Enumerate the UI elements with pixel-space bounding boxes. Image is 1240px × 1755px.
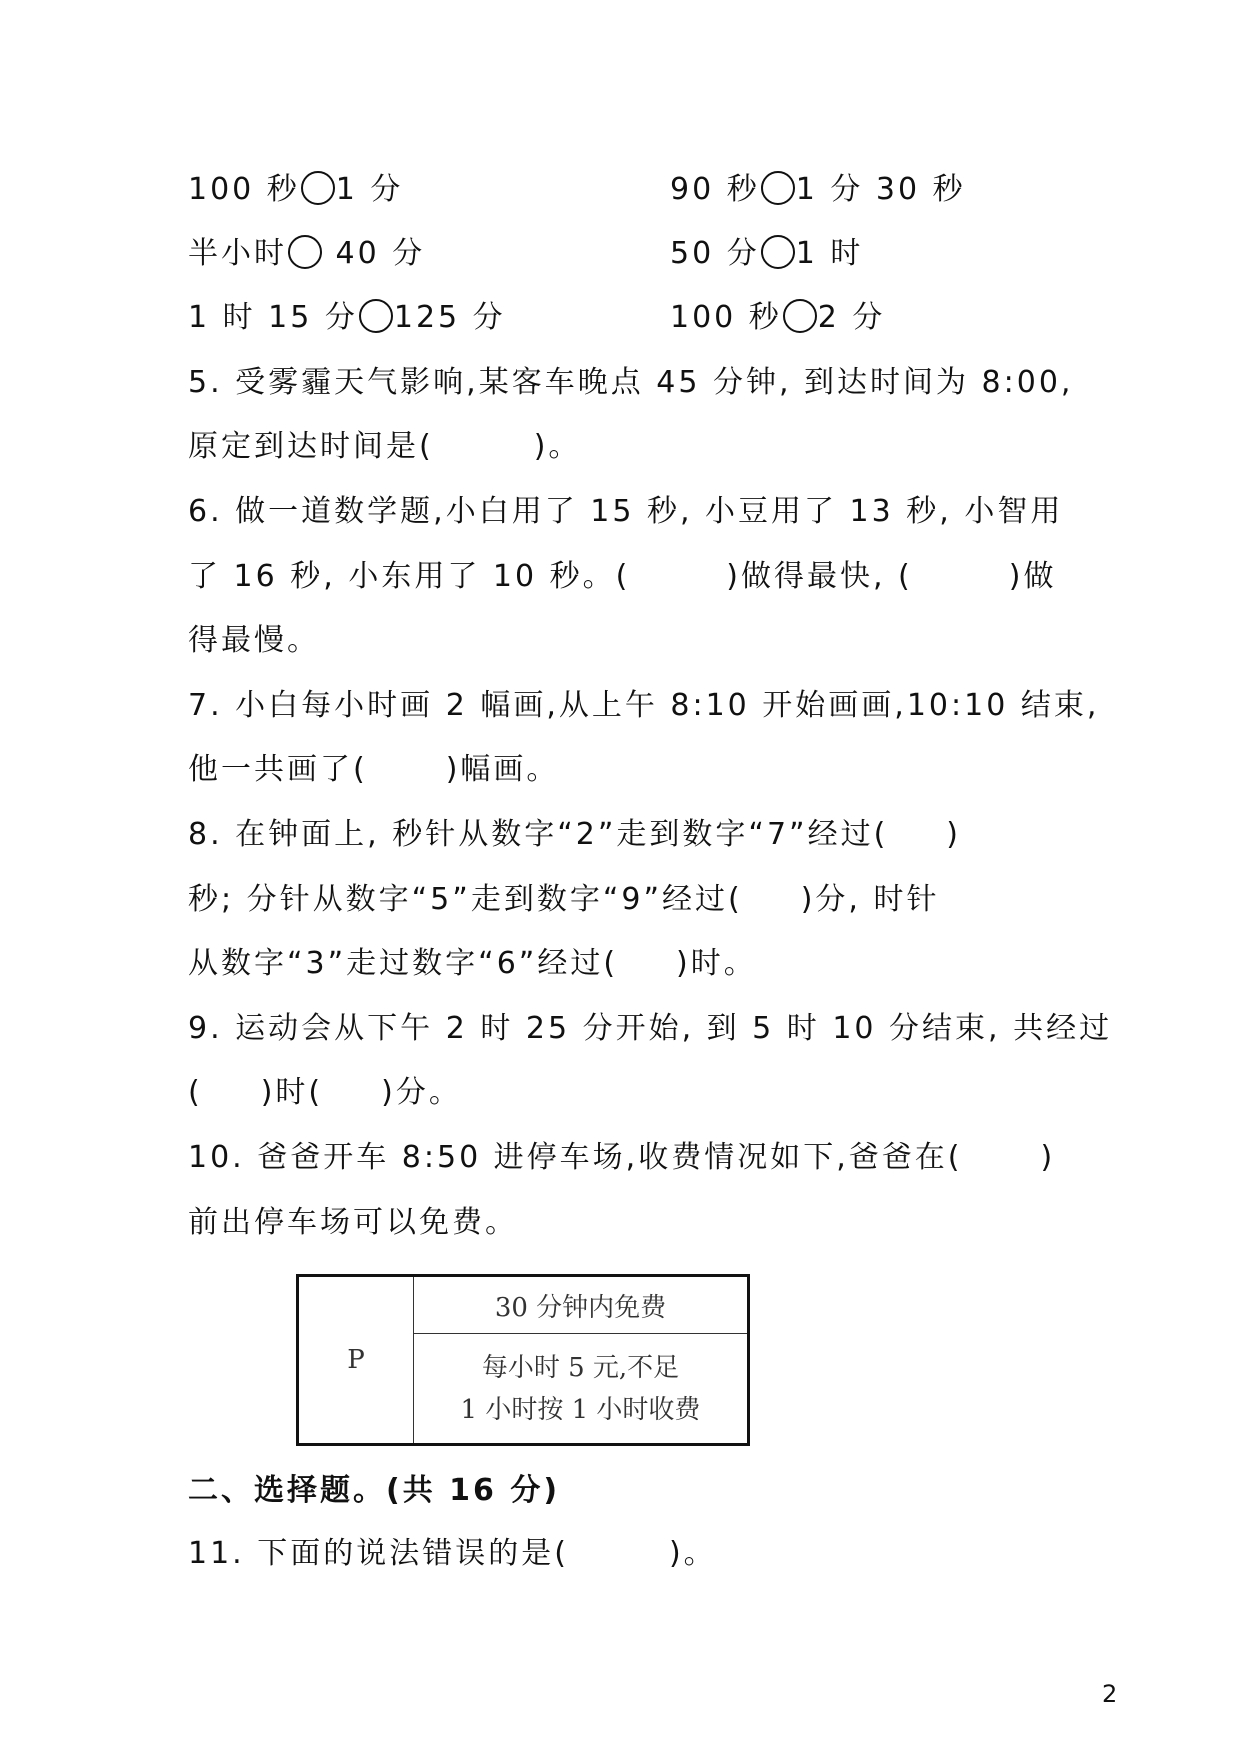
q6-line1: 6. 做一道数学题,小白用了 15 秒, 小豆用了 13 秒, 小智用 — [188, 494, 1064, 529]
q8-line1: 8. 在钟面上, 秒针从数字“2”走到数字“7”经过( ) — [188, 817, 961, 852]
q6-line2: 了 16 秒, 小东用了 10 秒。( )做得最快, ( )做 — [188, 559, 1057, 594]
compare-row-3a: 1 时 15 分 125 分 — [188, 300, 506, 335]
compare-row-2a: 半小时 40 分 — [188, 236, 426, 271]
q9-line2: ( )时( )分。 — [188, 1075, 462, 1110]
compare-circle[interactable] — [359, 299, 393, 333]
compare-circle[interactable] — [301, 171, 335, 205]
q7-line1: 7. 小白每小时画 2 幅画,从上午 8:10 开始画画,10:10 结束, — [188, 688, 1100, 723]
compare-row-1b: 90 秒 1 分 30 秒 — [670, 172, 966, 207]
page-number: 2 — [1102, 1680, 1118, 1708]
q8-line3: 从数字“3”走过数字“6”经过( )时。 — [188, 946, 757, 981]
q5-line1: 5. 受雾霾天气影响,某客车晚点 45 分钟, 到达时间为 8:00, — [188, 365, 1074, 400]
q5-line2: 原定到达时间是( )。 — [188, 429, 582, 464]
compare-circle[interactable] — [288, 235, 322, 269]
q11-line1: 11. 下面的说法错误的是( )。 — [188, 1536, 717, 1571]
fee-hourly-rule: 每小时 5 元,不足 1 小时按 1 小时收费 — [460, 1352, 701, 1425]
fee-free-rule: 30 分钟内免费 — [414, 1277, 747, 1334]
q9-line1: 9. 运动会从下午 2 时 25 分开始, 到 5 时 10 分结束, 共经过 — [188, 1011, 1113, 1046]
parking-symbol: P — [299, 1277, 414, 1443]
compare-row-1a: 100 秒 1 分 — [188, 172, 404, 207]
compare-row-3b: 100 秒 2 分 — [670, 300, 886, 335]
compare-circle[interactable] — [761, 235, 795, 269]
q8-line2: 秒; 分针从数字“5”走到数字“9”经过( )分, 时针 — [188, 882, 940, 917]
compare-row-2b: 50 分 1 时 — [670, 236, 864, 271]
compare-circle[interactable] — [761, 171, 795, 205]
q10-line2: 前出停车场可以免费。 — [188, 1205, 518, 1240]
section-heading: 二、选择题。(共 16 分) — [188, 1473, 561, 1508]
q6-line3: 得最慢。 — [188, 623, 320, 658]
q7-line2: 他一共画了( )幅画。 — [188, 752, 560, 787]
compare-circle[interactable] — [783, 299, 817, 333]
parking-fee-table — [296, 1274, 750, 1446]
q10-line1: 10. 爸爸开车 8:50 进停车场,收费情况如下,爸爸在( ) — [188, 1140, 1056, 1175]
